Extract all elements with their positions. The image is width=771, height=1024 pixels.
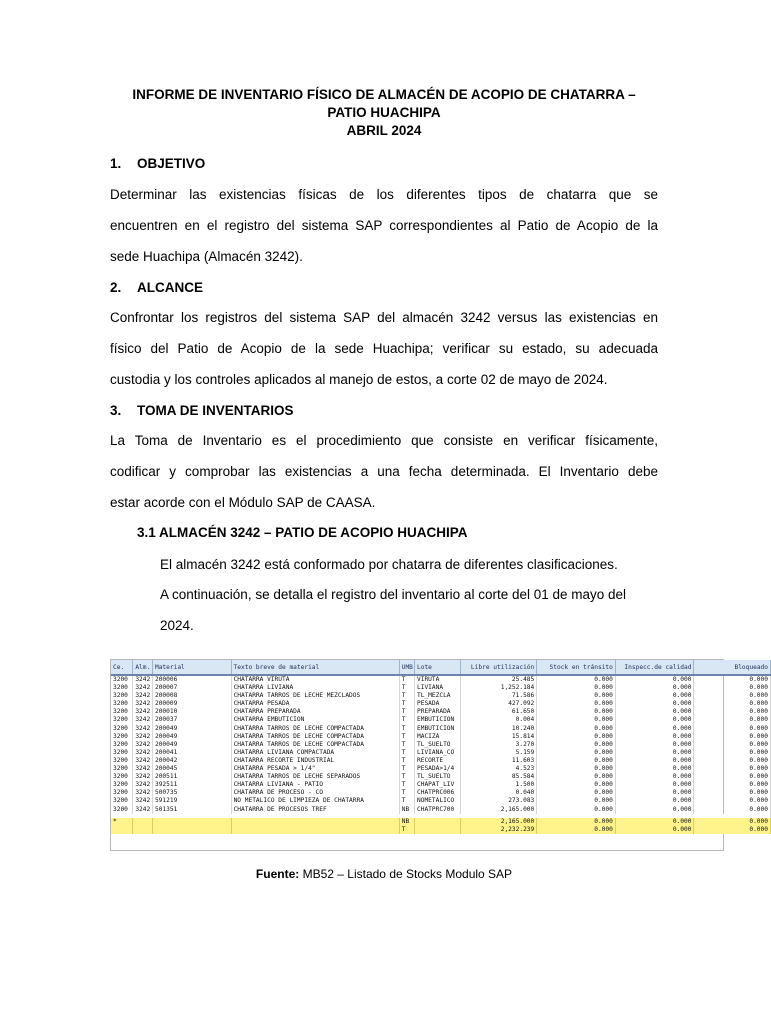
table-cell: 3200 [111,741,133,749]
table-cell: 0.000 [615,826,694,834]
table-cell: CHATARRA TARROS DE LECHE SEPARADOS [231,773,399,781]
table-cell: NOMETALICO [415,797,461,805]
table-row [111,806,771,814]
paragraph-line: físico del Patio de Acopio de la sede Huachipa; verificar su estado, su adecuada [110,341,658,356]
table-cell: 11.603 [460,757,536,765]
table-cell: 392511 [152,781,231,789]
table-cell: 0.000 [537,700,616,708]
table-cell: PREPARADA [415,708,461,716]
table-cell: CHATARRA PESADA [231,700,399,708]
table-cell: 0.000 [537,708,616,716]
table-cell: 3200 [111,692,133,700]
table-cell: LIVIANA [415,684,461,692]
table-cell: 71.586 [460,692,536,700]
table-cell: T [399,684,414,692]
table-cell [415,826,461,834]
table-cell: 3242 [133,749,153,757]
table-cell: 0.000 [537,797,616,805]
table-cell: CHATARRA PREPARADA [231,708,399,716]
table-cell: 0.000 [615,789,694,797]
table-cell: 0.000 [615,725,694,733]
section-body-objetivo [110,179,658,272]
table-cell: 200042 [152,757,231,765]
table-cell: 200008 [152,692,231,700]
column-header: Ce. [111,660,133,675]
table-cell [152,818,231,826]
table-cell: 85.584 [460,773,536,781]
table-cell: 1.500 [460,781,536,789]
table-cell: 0.000 [694,716,771,724]
table-row [111,725,771,733]
table-cell: 500735 [152,789,231,797]
table-row [111,749,771,757]
table-cell: 0.000 [615,675,694,684]
table-cell [415,818,461,826]
table-cell: NB [399,806,414,814]
table-cell: 427.092 [460,700,536,708]
table-cell: 200045 [152,765,231,773]
table-total-row [111,826,771,834]
table-row [111,789,771,797]
column-header: Texto breve de material [231,660,399,675]
table-cell: * [111,818,133,826]
table-cell: 0.000 [615,708,694,716]
table-cell: 200037 [152,716,231,724]
table-cell: 0.000 [615,806,694,814]
table-cell: CHATARRA DE PROCESOS TREF [231,806,399,814]
table-row [111,675,771,684]
table-cell: 3200 [111,725,133,733]
column-header: Libre utilización [460,660,536,675]
table-cell: 0.004 [460,716,536,724]
table-cell: 0.000 [537,818,616,826]
table-cell: 0.000 [615,773,694,781]
table-cell: 0.000 [694,818,771,826]
paragraph-line: sede Huachipa (Almacén 3242). [110,249,303,264]
table-cell: T [399,789,414,797]
table-cell: 3242 [133,725,153,733]
table-cell: TL_SUELTO [415,741,461,749]
table-cell: T [399,675,414,684]
table-cell: MACIZA [415,733,461,741]
table-row [111,765,771,773]
table-source [0,867,768,881]
table-cell: 0.000 [615,757,694,765]
table-cell: 0.000 [537,749,616,757]
table-cell: 0.000 [537,789,616,797]
table-row [111,708,771,716]
table-row [111,733,771,741]
section-heading-objetivo [110,156,205,171]
table-cell: 4.523 [460,765,536,773]
table-cell: 3242 [133,733,153,741]
table-cell: 0.000 [615,700,694,708]
section-body-toma [110,425,658,518]
table-cell: T [399,757,414,765]
table-cell: 0.000 [615,733,694,741]
table-cell: 0.000 [615,716,694,724]
table-cell: T [399,708,414,716]
report-title [100,86,668,140]
table-cell: 3242 [133,700,153,708]
table-cell: 0.000 [537,773,616,781]
subsection-heading-almacen: 3.1 ALMACÉN 3242 – PATIO DE ACOPIO HUACHIPA [137,525,468,540]
table-cell: CHATARRA EMBUTICION [231,716,399,724]
table-cell: T [399,781,414,789]
table-cell: CHATARRA TARROS DE LECHE COMPACTADA [231,733,399,741]
source-label: Fuente: [255,867,300,881]
table-cell: T [399,716,414,724]
subsection-line: El almacén 3242 está conformado por chatarra de diferentes clasificaciones. [160,557,618,572]
table-cell: 3242 [133,708,153,716]
table-cell: 15.814 [460,733,536,741]
table-cell: VIRUTA [415,675,461,684]
table-cell: 3200 [111,733,133,741]
paragraph-line: La Toma de Inventario es el procedimiento que consiste en verificar físicamente, [110,433,658,448]
paragraph-line: custodia y los controles aplicados al manejo de estos, a corte 02 de mayo de 2024. [110,372,608,387]
table-cell: 200049 [152,733,231,741]
table-row [111,773,771,781]
table-cell: 0.000 [694,741,771,749]
table-cell: 200007 [152,684,231,692]
table-cell: 0.000 [537,692,616,700]
table-cell: 2,165.000 [460,818,536,826]
table-cell: 0.000 [694,757,771,765]
table-cell: 3200 [111,757,133,765]
table-cell: EMBUTICION [415,725,461,733]
table-cell: 0.000 [694,725,771,733]
table-cell: 200010 [152,708,231,716]
table-cell: 3200 [111,675,133,684]
table-cell: 0.000 [615,741,694,749]
table-cell [133,826,153,834]
table-header-row [111,660,771,675]
paragraph-line: Determinar las existencias físicas de los diferentes tipos de chatarra que se [110,187,658,202]
table-row [111,716,771,724]
table-cell: 0.040 [460,789,536,797]
table-cell: 3242 [133,757,153,765]
table-cell: CHATARRA LIVIANA - PATIO [231,781,399,789]
table-cell: 0.000 [694,708,771,716]
table-cell: 591219 [152,797,231,805]
table-cell: 3200 [111,789,133,797]
table-cell: 0.000 [537,716,616,724]
table-cell [231,818,399,826]
table-cell: EMBUTICION [415,716,461,724]
table-cell: 3242 [133,797,153,805]
section-number: 3. [110,403,122,418]
table-cell: 200049 [152,725,231,733]
column-header: UMB [399,660,414,675]
table-cell: TL_MEZCLA [415,692,461,700]
table-cell: 3242 [133,765,153,773]
table-cell: 5.159 [460,749,536,757]
table-cell: 0.000 [537,741,616,749]
table-cell: CHATPRC006 [415,789,461,797]
table-cell: CHATARRA RECORTE INDUSTRIAL [231,757,399,765]
table-cell: 3200 [111,716,133,724]
table-cell: CHATARRA LIVIANA COMPACTADA [231,749,399,757]
table-row [111,684,771,692]
table-cell: 3242 [133,692,153,700]
table-cell: 0.000 [694,749,771,757]
table-cell: 3200 [111,765,133,773]
table-cell: NB [399,818,414,826]
table-cell: 3200 [111,781,133,789]
table-cell: CHATARRA TARROS DE LECHE MEZCLADOS [231,692,399,700]
table-cell: CHATARRA TARROS DE LECHE COMPACTADA [231,725,399,733]
table-cell: 1,252.184 [460,684,536,692]
table-cell: T [399,725,414,733]
table-cell: 10.240 [460,725,536,733]
table-cell: 3242 [133,741,153,749]
table-cell: CHATARRA PESADA > 1/4" [231,765,399,773]
table-cell: TL_SUELTO [415,773,461,781]
table-cell [152,826,231,834]
paragraph-line: codificar y comprobar las existencias a una fecha determinada. El Inventario debe [110,464,658,479]
table-cell: 3242 [133,773,153,781]
table-cell: 0.000 [537,806,616,814]
table-cell: 200511 [152,773,231,781]
table-cell: CHATARRA DE PROCESO - CO [231,789,399,797]
column-header: Alm. [133,660,153,675]
title-line-2: PATIO HUACHIPA [327,105,441,120]
table-cell: 61.650 [460,708,536,716]
table-cell: T [399,826,414,834]
paragraph-line: encuentren en el registro del sistema SAP correspondientes al Patio de Acopio de la [110,218,658,233]
table-cell: 0.000 [694,773,771,781]
table-cell: CHATARRA TARROS DE LECHE COMPACTADA [231,741,399,749]
paragraph-line: estar acorde con el Módulo SAP de CAASA. [110,495,376,510]
table-cell: 0.000 [694,684,771,692]
table-cell: 3242 [133,806,153,814]
table-cell: 0.000 [615,797,694,805]
table-cell: 0.000 [694,765,771,773]
table-cell: 0.000 [694,700,771,708]
table-cell: NO METALICO DE LIMPIEZA DE CHATARRA [231,797,399,805]
table-cell: 0.000 [694,692,771,700]
table-cell: 0.000 [537,684,616,692]
table-cell: T [399,700,414,708]
section-number: 2. [110,280,122,295]
table-cell: 3.270 [460,741,536,749]
paragraph-line: Confrontar los registros del sistema SAP del almacén 3242 versus las existencias en [110,310,658,325]
table-cell: LIVIANA_CO [415,749,461,757]
table-cell: 0.000 [694,675,771,684]
subsection-line: A continuación, se detalla el registro del inventario al corte del 01 de mayo del [160,587,627,602]
table-cell: 0.000 [694,789,771,797]
source-text: MB52 – Listado de Stocks Modulo SAP [299,867,513,881]
section-title: ALCANCE [137,280,203,295]
column-header: Inspecc.de calidad [615,660,694,675]
table-cell: 0.000 [694,826,771,834]
column-header: Stock en tránsito [537,660,616,675]
table-cell: RECORTE [415,757,461,765]
table-cell: 200041 [152,749,231,757]
table-cell: T [399,741,414,749]
table-cell: 3200 [111,797,133,805]
table-cell: T [399,797,414,805]
table-cell: 3200 [111,700,133,708]
table-cell: 0.000 [537,733,616,741]
table-cell: CHATARRA VIRUTA [231,675,399,684]
table-cell: T [399,749,414,757]
table-cell: 3200 [111,749,133,757]
table-cell: CHATARRA LIVIANA [231,684,399,692]
title-line-3: ABRIL 2024 [346,123,422,138]
table-cell: PESADA>1/4 [415,765,461,773]
table-cell: T [399,765,414,773]
table-row [111,700,771,708]
section-title: TOMA DE INVENTARIOS [137,403,294,418]
table-cell: 3242 [133,789,153,797]
table-cell: 0.000 [694,733,771,741]
table-cell: 0.000 [694,781,771,789]
column-header: Material [152,660,231,675]
table-row [111,741,771,749]
table-cell: 2,232.239 [460,826,536,834]
table-row [111,757,771,765]
table-cell [231,826,399,834]
column-header: Bloqueado [694,660,771,675]
table-cell: 0.000 [537,826,616,834]
section-number: 1. [110,156,122,171]
table-cell: 0.000 [615,765,694,773]
table-cell: CHATPRC700 [415,806,461,814]
table-cell: T [399,773,414,781]
table-cell: 0.000 [537,781,616,789]
table-cell: 3242 [133,684,153,692]
table-cell: 200009 [152,700,231,708]
section-body-alcance [110,302,658,395]
table-cell: 0.000 [537,675,616,684]
table-cell: 0.000 [537,757,616,765]
table-cell: 3200 [111,806,133,814]
column-header: Lote [415,660,461,675]
table-cell: 3242 [133,675,153,684]
table-cell [133,818,153,826]
table-cell: 200049 [152,741,231,749]
table-cell: 273.083 [460,797,536,805]
table-cell: 3200 [111,773,133,781]
table-cell: CHAPAT_LIV [415,781,461,789]
table-cell: 0.000 [694,806,771,814]
table-cell: 0.000 [615,749,694,757]
table-cell: 3200 [111,684,133,692]
table-cell: 0.000 [615,684,694,692]
table-total-row [111,818,771,826]
section-heading-alcance [110,280,203,295]
table-row [111,692,771,700]
section-title: OBJETIVO [137,156,206,171]
table-cell: 25.485 [460,675,536,684]
table-cell: T [399,733,414,741]
table-cell: 2,165.000 [460,806,536,814]
table-cell: 0.000 [537,725,616,733]
table-row [111,781,771,789]
table-cell: 3242 [133,716,153,724]
sap-stock-table [110,659,768,851]
table-cell: 3242 [133,781,153,789]
section-heading-toma [110,403,294,418]
table-cell: 0.000 [615,818,694,826]
title-line-1: INFORME DE INVENTARIO FÍSICO DE ALMACÉN DE ACOPIO DE CHATARRA – [132,87,636,102]
table-cell: 0.000 [615,781,694,789]
table-cell: T [399,692,414,700]
table-cell: 0.000 [615,692,694,700]
table-cell: PESADA [415,700,461,708]
table-cell: 0.000 [537,765,616,773]
table-cell: 3200 [111,708,133,716]
table-row [111,797,771,805]
table-cell: 501351 [152,806,231,814]
subsection-line: 2024. [160,618,194,633]
table-cell: 0.000 [694,797,771,805]
table-cell [111,826,133,834]
table-cell: 200006 [152,675,231,684]
